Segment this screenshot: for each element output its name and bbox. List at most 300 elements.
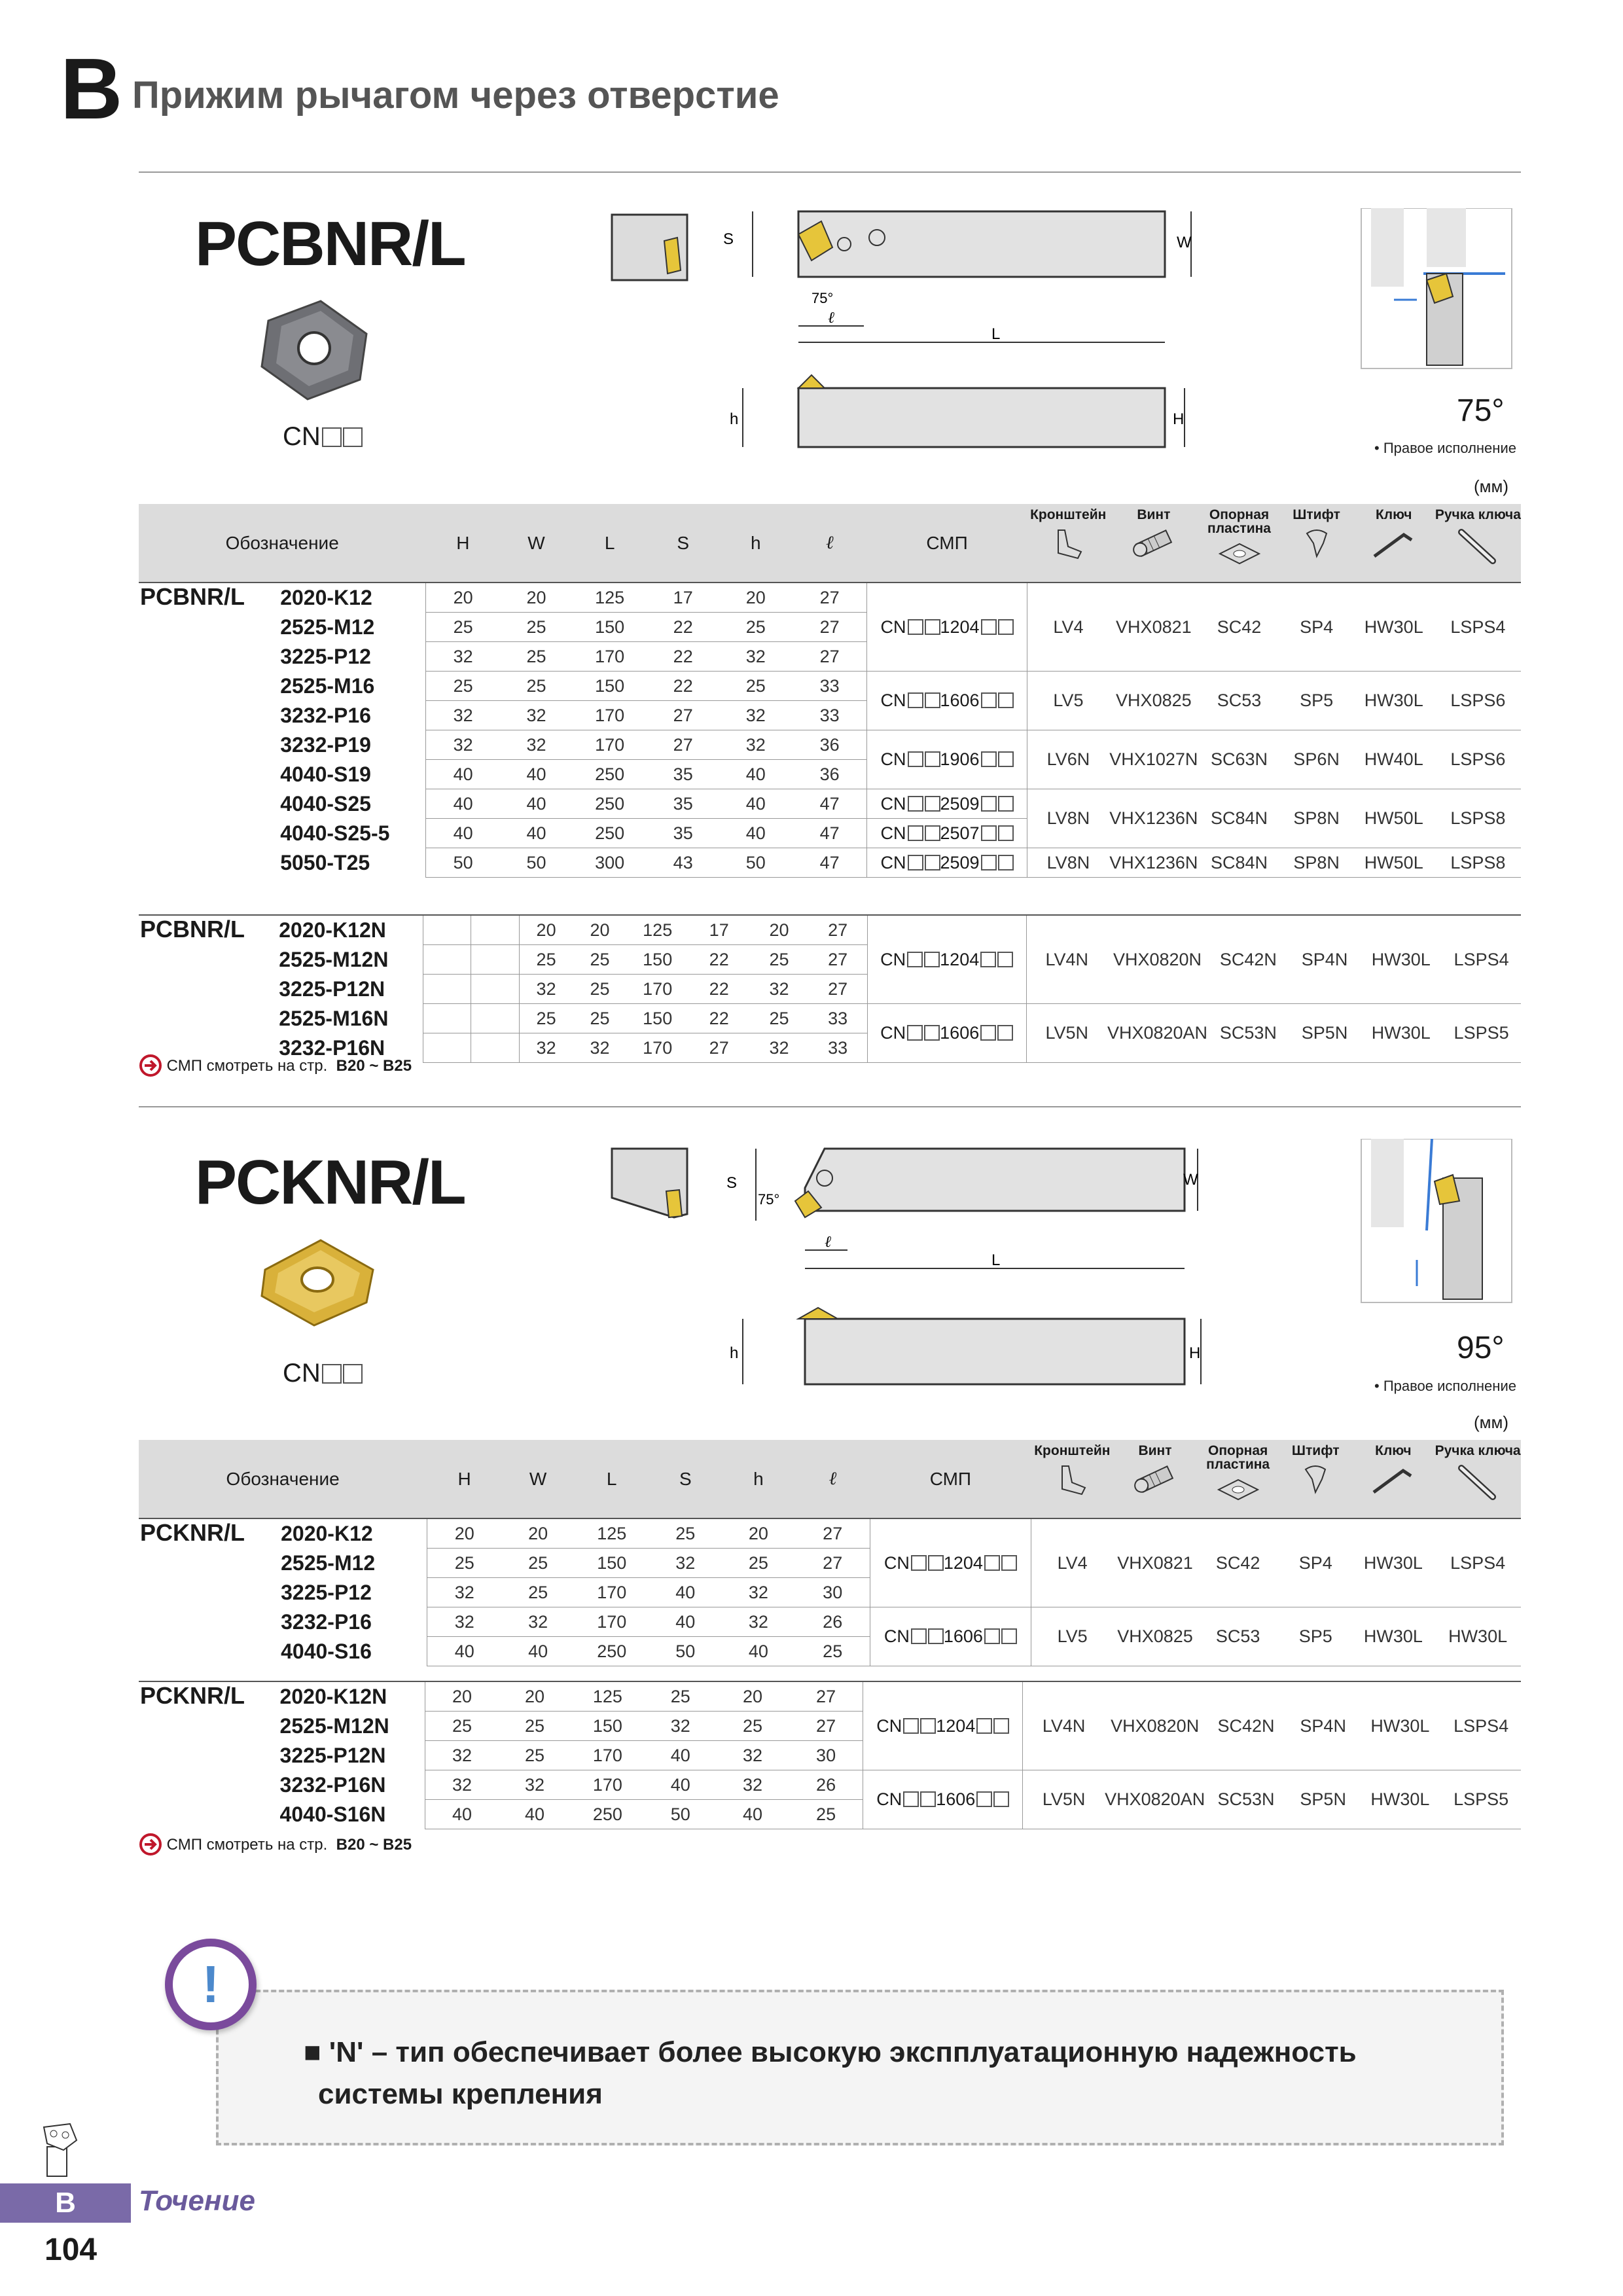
designation-code: 3232-P16 <box>280 703 371 727</box>
placeholder-box <box>984 1628 1000 1644</box>
dim-W: 20 <box>499 1681 570 1712</box>
placeholder-box <box>1001 1628 1017 1644</box>
shim-code: SC63N <box>1198 730 1280 789</box>
shim-code: SC53 <box>1196 1607 1279 1666</box>
dim-h: 32 <box>716 1741 789 1770</box>
insert-code-size: 1606 <box>936 1789 976 1809</box>
dim-H: H <box>1173 410 1185 428</box>
dim-L: 150 <box>573 613 647 642</box>
dim-H: 25 <box>425 1712 499 1741</box>
screw-code: VHX0825 <box>1114 1607 1197 1666</box>
dim-H: 32 <box>519 1033 573 1063</box>
dim-W: 25 <box>502 1549 575 1578</box>
dim-H: 32 <box>425 730 500 760</box>
placeholder-box <box>920 1718 936 1734</box>
note-text <box>304 2032 1357 2115</box>
key-handle-code: LSPS6 <box>1435 672 1521 730</box>
insert-code-size: 1204 <box>936 1715 976 1736</box>
dim-h: 20 <box>750 915 809 945</box>
placeholder-box <box>924 1025 940 1041</box>
dim-S: 17 <box>647 583 719 613</box>
col-shim: Опорная пластина <box>1198 504 1280 583</box>
dim-l: 25 <box>795 1637 870 1666</box>
insert-label <box>283 422 363 452</box>
placeholder-box <box>925 855 940 870</box>
placeholder-box <box>997 1025 1013 1041</box>
col-key-handle: Ручка ключа <box>1435 504 1521 583</box>
key-code: HW50L <box>1353 789 1435 848</box>
empty-cell <box>471 915 519 945</box>
pin-code: SP5 <box>1281 672 1353 730</box>
dim-W: 50 <box>500 848 572 878</box>
col-L: L <box>573 504 647 583</box>
placeholder-box <box>903 1791 919 1807</box>
insert-code-prefix: CN <box>880 749 906 769</box>
dim-L: 125 <box>627 915 688 945</box>
insert-code-size: 2509 <box>940 852 980 872</box>
dim-H: 32 <box>425 1741 499 1770</box>
key-handle-code: LSPS4 <box>1442 915 1521 1004</box>
dim-S: 27 <box>647 701 719 730</box>
shim-code: SC53 <box>1198 672 1280 730</box>
screw-code: VHX0825 <box>1109 672 1198 730</box>
ref-text: СМП смотреть на стр. <box>166 1836 328 1854</box>
screw-icon <box>1131 527 1177 560</box>
placeholder-box <box>998 825 1014 841</box>
designation-code: 2525-M12N <box>279 947 389 971</box>
series-name: PCKNR/L <box>139 1518 279 1666</box>
col-h: h <box>719 504 793 583</box>
shim-icon <box>1215 1477 1261 1503</box>
col-key: Ключ <box>1352 1440 1435 1518</box>
dim-l: 36 <box>793 760 867 789</box>
dim-W: 20 <box>502 1518 575 1549</box>
dim-H: 32 <box>519 975 573 1004</box>
pin-code: SP8N <box>1281 848 1353 878</box>
insert-code-prefix: CN <box>880 852 906 872</box>
dim-S: 40 <box>649 1578 722 1607</box>
dim-H: 32 <box>425 1770 499 1800</box>
screw-code: VHX1027N <box>1109 730 1198 789</box>
designation-code: 2525-M12 <box>281 1551 376 1575</box>
key-code: HW30L <box>1360 915 1442 1004</box>
dim-S: 25 <box>649 1518 722 1549</box>
key-handle-code: LSPS8 <box>1435 848 1521 878</box>
placeholder-box <box>925 825 940 841</box>
dim-l: L <box>991 325 1001 343</box>
spec-table-pcbnr <box>139 504 1521 878</box>
col-W: W <box>502 1440 575 1518</box>
designation-code: 3225-P12N <box>279 1743 386 1767</box>
spec-table-pcknr <box>139 1440 1521 1666</box>
dim-S: 22 <box>647 672 719 701</box>
key-code: HW40L <box>1353 730 1435 789</box>
placeholder-box <box>984 1555 1000 1571</box>
col-pin: Штифт <box>1279 1440 1352 1518</box>
dim-L: 150 <box>627 945 688 975</box>
dim-H: 20 <box>425 1681 499 1712</box>
dim-l: 27 <box>793 642 867 672</box>
dim-w: W <box>1183 1171 1198 1189</box>
pin-code: SP5N <box>1289 1004 1361 1063</box>
dim-l: 47 <box>793 819 867 848</box>
dim-h: 32 <box>722 1578 796 1607</box>
designation-code: 3232-P19 <box>280 732 371 757</box>
screw-code: VHX0821 <box>1109 583 1198 672</box>
dim-h: 32 <box>719 701 793 730</box>
screw-code: VHX0820AN <box>1107 1004 1207 1063</box>
screw-icon <box>1132 1463 1178 1496</box>
dim-l: 33 <box>808 1033 867 1063</box>
dim-L: 150 <box>574 1549 649 1578</box>
placeholder-box <box>925 751 940 767</box>
col-S: S <box>647 504 719 583</box>
dim-l: 25 <box>789 1800 863 1829</box>
insert-code-cell <box>870 1518 1031 1607</box>
insert-code-prefix: CN <box>876 1715 902 1736</box>
dim-S: 22 <box>688 945 750 975</box>
dim-H: 20 <box>427 1518 502 1549</box>
dim-L: 250 <box>571 1800 645 1829</box>
placeholder-box <box>976 1718 992 1734</box>
dim-l-small: ℓ <box>825 1234 831 1251</box>
col-W: W <box>500 504 572 583</box>
dim-h: 25 <box>722 1549 796 1578</box>
designation-code: 5050-T25 <box>280 850 370 874</box>
empty-cell <box>423 1033 471 1063</box>
insert-code-prefix: CN <box>880 823 906 843</box>
empty-cell <box>423 945 471 975</box>
dim-l: 27 <box>795 1518 870 1549</box>
placeholder-box <box>993 1791 1009 1807</box>
shim-icon <box>1217 541 1262 567</box>
dim-W: 20 <box>500 583 572 613</box>
tool-diagram-pcknr <box>609 1139 1525 1401</box>
placeholder-box <box>980 1025 996 1041</box>
designation-code: 3225-P12 <box>281 1580 372 1604</box>
dim-L: 250 <box>573 760 647 789</box>
insert-code-prefix: CN <box>880 1023 906 1043</box>
dim-h: 32 <box>750 1033 809 1063</box>
dim-L: 250 <box>573 789 647 819</box>
insert-code-cell <box>867 1004 1026 1063</box>
dim-W: 40 <box>502 1637 575 1666</box>
section-letter: B <box>60 41 123 137</box>
dim-S: 35 <box>647 819 719 848</box>
model-title-pcknr: PCKNR/L <box>195 1147 465 1217</box>
empty-cell <box>423 975 471 1004</box>
dim-w: W <box>1177 234 1192 251</box>
shim-code: SC42 <box>1196 1518 1279 1607</box>
placeholder-box <box>925 796 940 812</box>
dim-L: 170 <box>574 1607 649 1637</box>
spec-table-pcknr-n <box>139 1681 1521 1829</box>
key-handle-code: LSPS5 <box>1441 1770 1521 1829</box>
designation-code: 2525-M12N <box>279 1713 389 1738</box>
screw-code: VHX0821 <box>1114 1518 1197 1607</box>
dim-l: 26 <box>789 1770 863 1800</box>
insert-code-cell <box>867 848 1027 878</box>
bracket-code: LV5 <box>1027 672 1109 730</box>
insert-code-size: 1606 <box>940 691 980 710</box>
dim-l: 30 <box>795 1578 870 1607</box>
bracket-code: LV5N <box>1023 1770 1105 1829</box>
dim-S: 17 <box>688 915 750 945</box>
dim-l: 26 <box>795 1607 870 1637</box>
placeholder-box <box>903 1718 919 1734</box>
insert-code-prefix: CN <box>880 691 906 710</box>
designation-code: 3232-P16N <box>279 1772 386 1797</box>
dim-h: 40 <box>722 1637 796 1666</box>
empty-cell <box>423 1004 471 1033</box>
dim-S: 40 <box>645 1770 716 1800</box>
dim-l: 27 <box>789 1681 863 1712</box>
placeholder-box <box>920 1791 936 1807</box>
insert-code-cell <box>867 819 1027 848</box>
placeholder-box <box>908 855 923 870</box>
dim-L: 170 <box>574 1578 649 1607</box>
key-handle-icon <box>1455 1463 1501 1502</box>
insert-code-prefix: CN <box>880 617 906 637</box>
model-title-pcbnr: PCBNR/L <box>195 209 465 279</box>
exclamation-badge-icon: ! <box>165 1939 257 2030</box>
placeholder-box <box>925 692 940 708</box>
dim-L: 170 <box>571 1741 645 1770</box>
dim-L: 250 <box>574 1637 649 1666</box>
dim-h: 50 <box>719 848 793 878</box>
key-code: HW30L <box>1359 1681 1442 1770</box>
approach-angle: 95° <box>1457 1331 1505 1365</box>
section-label: Точение <box>139 2185 255 2217</box>
shim-code: SC84N <box>1198 848 1280 878</box>
divider <box>139 1106 1521 1107</box>
insert-code-cell <box>863 1681 1023 1770</box>
dim-L: 125 <box>574 1518 649 1549</box>
empty-cell <box>471 1004 519 1033</box>
insert-code-prefix: CN <box>880 793 906 814</box>
screw-code: VHX0820N <box>1105 1681 1205 1770</box>
arrow-circle-icon <box>139 1833 162 1856</box>
dim-s: S <box>723 230 734 248</box>
empty-cell <box>471 1033 519 1063</box>
dim-h: h <box>730 410 739 428</box>
insert-code-cell <box>867 583 1027 672</box>
dim-S: 40 <box>649 1607 722 1637</box>
placeholder-box <box>928 1555 944 1571</box>
bracket-icon <box>1048 527 1088 560</box>
dim-L: 170 <box>573 701 647 730</box>
bracket-code: LV4 <box>1027 583 1109 672</box>
key-code: HW30L <box>1352 1518 1435 1607</box>
dim-W: 32 <box>573 1033 626 1063</box>
dim-h: 32 <box>719 642 793 672</box>
series-name: PCKNR/L <box>139 1681 279 1829</box>
section-title: Прижим рычагом через отверстие <box>132 74 779 117</box>
ref-pages: B20 ~ B25 <box>336 1836 412 1854</box>
dim-h: 40 <box>719 819 793 848</box>
dim-W: 25 <box>500 613 572 642</box>
dim-l: 36 <box>793 730 867 760</box>
designation-code: 4040-S19 <box>280 762 371 786</box>
col-H: H <box>425 504 500 583</box>
dim-h: h <box>730 1344 739 1362</box>
dim-l: 27 <box>793 583 867 613</box>
dim-H: 32 <box>425 642 500 672</box>
dim-S: 43 <box>647 848 719 878</box>
dim-S: 22 <box>688 975 750 1004</box>
col-key: Ключ <box>1353 504 1435 583</box>
placeholder-box <box>981 825 997 841</box>
col-designation: Обозначение <box>139 504 425 583</box>
dim-L: 170 <box>571 1770 645 1800</box>
dim-H: 40 <box>425 819 500 848</box>
dim-H: 20 <box>425 583 500 613</box>
dim-l: 27 <box>793 613 867 642</box>
shim-code: SC42N <box>1207 915 1289 1004</box>
insert-code-cell <box>867 789 1027 819</box>
dim-W: 32 <box>500 730 572 760</box>
dim-l-small: ℓ <box>828 310 834 327</box>
section-tab: B <box>0 2183 131 2223</box>
designation-code: 4040-S16N <box>279 1802 386 1826</box>
placeholder-box <box>981 692 997 708</box>
shim-code: SC53N <box>1205 1770 1287 1829</box>
key-code: HW30L <box>1353 672 1435 730</box>
dim-W: 40 <box>500 819 572 848</box>
dim-angle: 75° <box>812 290 834 306</box>
insert-code-size: 2507 <box>940 823 980 843</box>
col-l: ℓ <box>793 504 867 583</box>
placeholder-box <box>998 619 1014 635</box>
dim-h: 25 <box>716 1712 789 1741</box>
dim-S: 22 <box>647 613 719 642</box>
dim-S: 22 <box>647 642 719 672</box>
key-code: HW30L <box>1353 583 1435 672</box>
key-handle-code: LSPS8 <box>1435 789 1521 848</box>
col-cmp: СМП <box>870 1440 1031 1518</box>
dim-h: 32 <box>719 730 793 760</box>
dim-W: 25 <box>499 1741 570 1770</box>
dim-h: 32 <box>750 975 809 1004</box>
insert-code-size: 1606 <box>943 1626 983 1646</box>
empty-cell <box>471 975 519 1004</box>
dim-L: 150 <box>573 672 647 701</box>
col-bracket: Кронштейн <box>1027 504 1109 583</box>
bracket-code: LV6N <box>1027 730 1109 789</box>
key-handle-code: LSPS5 <box>1442 1004 1521 1063</box>
placeholder-box <box>993 1718 1009 1734</box>
designation-code: 4040-S16 <box>281 1639 372 1663</box>
col-S: S <box>649 1440 722 1518</box>
placeholder-box <box>981 855 997 870</box>
note-line-2: системы крепления <box>318 2077 603 2110</box>
col-pin: Штифт <box>1281 504 1353 583</box>
col-L: L <box>574 1440 649 1518</box>
insert-code-size: 1906 <box>940 749 980 769</box>
dim-H: 25 <box>519 1004 573 1033</box>
designation-code: 4040-S25 <box>280 791 371 816</box>
col-screw: Винт <box>1109 504 1198 583</box>
dim-W: 32 <box>499 1770 570 1800</box>
series-name: PCBNR/L <box>139 583 279 878</box>
dim-L: 150 <box>627 1004 688 1033</box>
dim-l: 47 <box>793 848 867 878</box>
dim-S: 50 <box>649 1637 722 1666</box>
placeholder-box <box>998 692 1014 708</box>
designation-code: 3225-P12 <box>280 644 371 668</box>
dim-l: 33 <box>793 672 867 701</box>
key-code: HW50L <box>1353 848 1435 878</box>
dim-L: 170 <box>627 1033 688 1063</box>
placeholder-box <box>1001 1555 1017 1571</box>
dim-S: 35 <box>647 760 719 789</box>
pin-code: SP4 <box>1281 583 1353 672</box>
dim-W: 25 <box>573 945 626 975</box>
dim-W: 25 <box>499 1712 570 1741</box>
dim-H: 25 <box>519 945 573 975</box>
designation-code: 2020-K12N <box>277 915 423 945</box>
designation-code: 2020-K12 <box>279 1518 427 1549</box>
placeholder-box <box>981 619 997 635</box>
designation-code: 2525-M12 <box>280 615 375 639</box>
placeholder-box <box>928 1628 944 1644</box>
key-handle-code: HW30L <box>1435 1607 1521 1666</box>
dim-S: 32 <box>645 1712 716 1741</box>
dim-W: 20 <box>573 915 626 945</box>
ref-pages: B20 ~ B25 <box>336 1057 412 1075</box>
dim-L: 125 <box>571 1681 645 1712</box>
pin-code: SP6N <box>1281 730 1353 789</box>
dim-S: 35 <box>647 789 719 819</box>
key-handle-code: LSPS6 <box>1435 730 1521 789</box>
insert-code-cell <box>863 1770 1023 1829</box>
col-cmp: СМП <box>867 504 1027 583</box>
placeholder-box <box>908 619 923 635</box>
placeholder-box <box>997 952 1013 967</box>
bracket-code: LV5 <box>1031 1607 1114 1666</box>
dim-S: 25 <box>645 1681 716 1712</box>
placeholder-box <box>998 751 1014 767</box>
bracket-code: LV4N <box>1026 915 1107 1004</box>
dim-l: 27 <box>795 1549 870 1578</box>
dim-h: 40 <box>719 789 793 819</box>
col-key-handle: Ручка ключа <box>1435 1440 1521 1518</box>
dim-L: 125 <box>573 583 647 613</box>
screw-code: VHX1236N <box>1109 848 1198 878</box>
dim-h: 40 <box>719 760 793 789</box>
insert-code-cell <box>867 915 1026 1004</box>
key-code: HW30L <box>1352 1607 1435 1666</box>
dim-W: 25 <box>500 642 572 672</box>
placeholder-box <box>924 952 940 967</box>
dim-W: 40 <box>499 1800 570 1829</box>
insert-label-text: CN <box>283 1359 321 1388</box>
dim-h: 25 <box>750 1004 809 1033</box>
dim-h: 32 <box>722 1607 796 1637</box>
insert-code-size: 2509 <box>940 793 980 814</box>
unit-note: (мм) <box>1474 1412 1509 1432</box>
unit-note: (мм) <box>1474 476 1509 496</box>
screw-code: VHX1236N <box>1109 789 1198 848</box>
dim-l: 33 <box>808 1004 867 1033</box>
insert-code-size: 1204 <box>940 617 980 637</box>
dim-l: 27 <box>808 915 867 945</box>
dim-S: 22 <box>688 1004 750 1033</box>
dim-H: 32 <box>427 1607 502 1637</box>
key-handle-code: LSPS4 <box>1435 1518 1521 1607</box>
placeholder-box <box>907 952 923 967</box>
key-handle-code: LSPS4 <box>1435 583 1521 672</box>
